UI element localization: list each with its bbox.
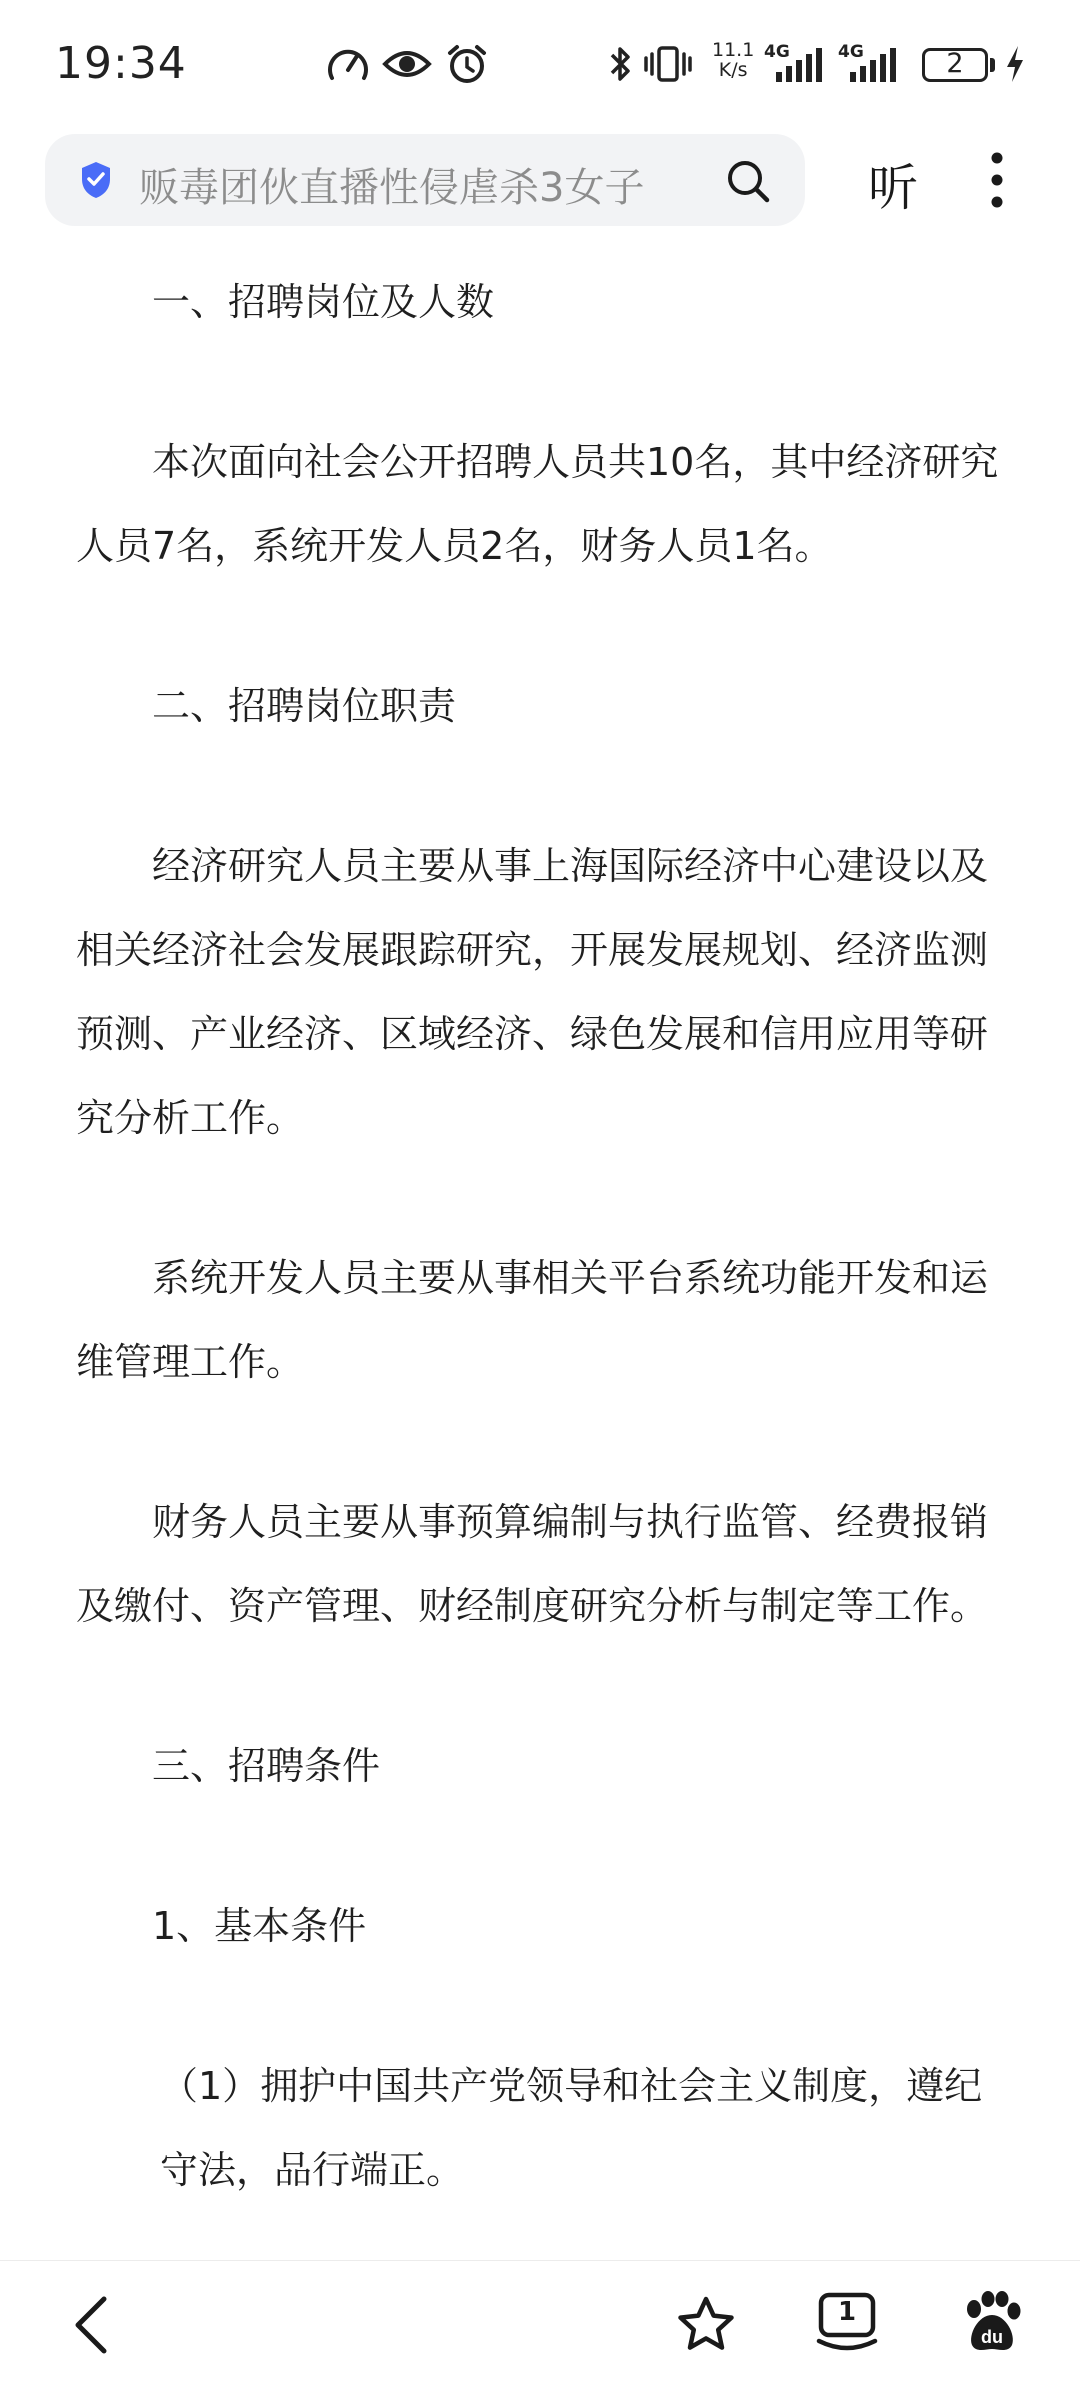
status-time: 19:34 (55, 38, 187, 89)
signal-type-1: 4G (764, 42, 790, 62)
battery-cap (990, 58, 995, 72)
section-heading-duties: 二、招聘岗位职责 (152, 684, 457, 728)
paragraph-system-dev: 系统开发人员主要从事相关平台系统功能开发和运维管理工作。 (76, 1256, 989, 1384)
subheading-basic-conditions: 1、基本条件 (152, 1904, 367, 1948)
section-heading-conditions: 三、招聘条件 (152, 1744, 381, 1788)
charging-icon (1004, 44, 1026, 84)
shield-icon (79, 160, 113, 200)
paragraph-condition-1: （1）拥护中国共产党领导和社会主义制度，遵纪守法，品行端正。 (160, 2064, 983, 2192)
search-bar[interactable] (45, 134, 805, 226)
signal-icon (772, 46, 822, 86)
tabs-button[interactable] (815, 2291, 879, 2357)
article-content (76, 260, 1016, 2260)
search-icon[interactable] (725, 158, 771, 204)
favorite-star-icon[interactable] (676, 2295, 736, 2355)
vibrate-icon (644, 44, 692, 84)
alarm-icon (446, 44, 488, 84)
bottom-nav-bar (0, 2260, 1080, 2388)
paragraph-economic-research: 经济研究人员主要从事上海国际经济中心建设以及相关经济社会发展跟踪研究，开展发展规划、经济监测预测、产业经济、区域经济、绿色发展和信用应用等研究分析工作。 (76, 844, 989, 1140)
more-options-icon[interactable] (985, 150, 1009, 210)
tab-count: 1 (837, 2297, 857, 2327)
signal-icon-2 (846, 46, 896, 86)
speedometer-icon (326, 44, 370, 84)
paragraph-headcount: 本次面向社会公开招聘人员共10名，其中经济研究人员7名，系统开发人员2名，财务人员1名。 (76, 440, 999, 568)
baidu-paw-icon[interactable] (962, 2291, 1022, 2355)
search-query[interactable]: 贩毒团伙直播性侵虐杀3女子 (139, 165, 645, 211)
back-icon[interactable] (70, 2295, 114, 2355)
listen-button[interactable]: 听 (868, 159, 918, 217)
paragraph-finance: 财务人员主要从事预算编制与执行监管、经费报销及缴付、资产管理、财经制度研究分析与制定等工作。 (76, 1500, 989, 1628)
battery-level: 2 (946, 48, 964, 79)
svg-text:du: du (981, 2327, 1003, 2347)
signal-type-2: 4G (838, 42, 864, 62)
section-heading-positions: 一、招聘岗位及人数 (152, 280, 495, 324)
status-bar (0, 0, 1080, 130)
eye-icon (382, 44, 432, 84)
bluetooth-icon (608, 44, 634, 84)
network-speed: 11.1 K/s (712, 39, 755, 81)
